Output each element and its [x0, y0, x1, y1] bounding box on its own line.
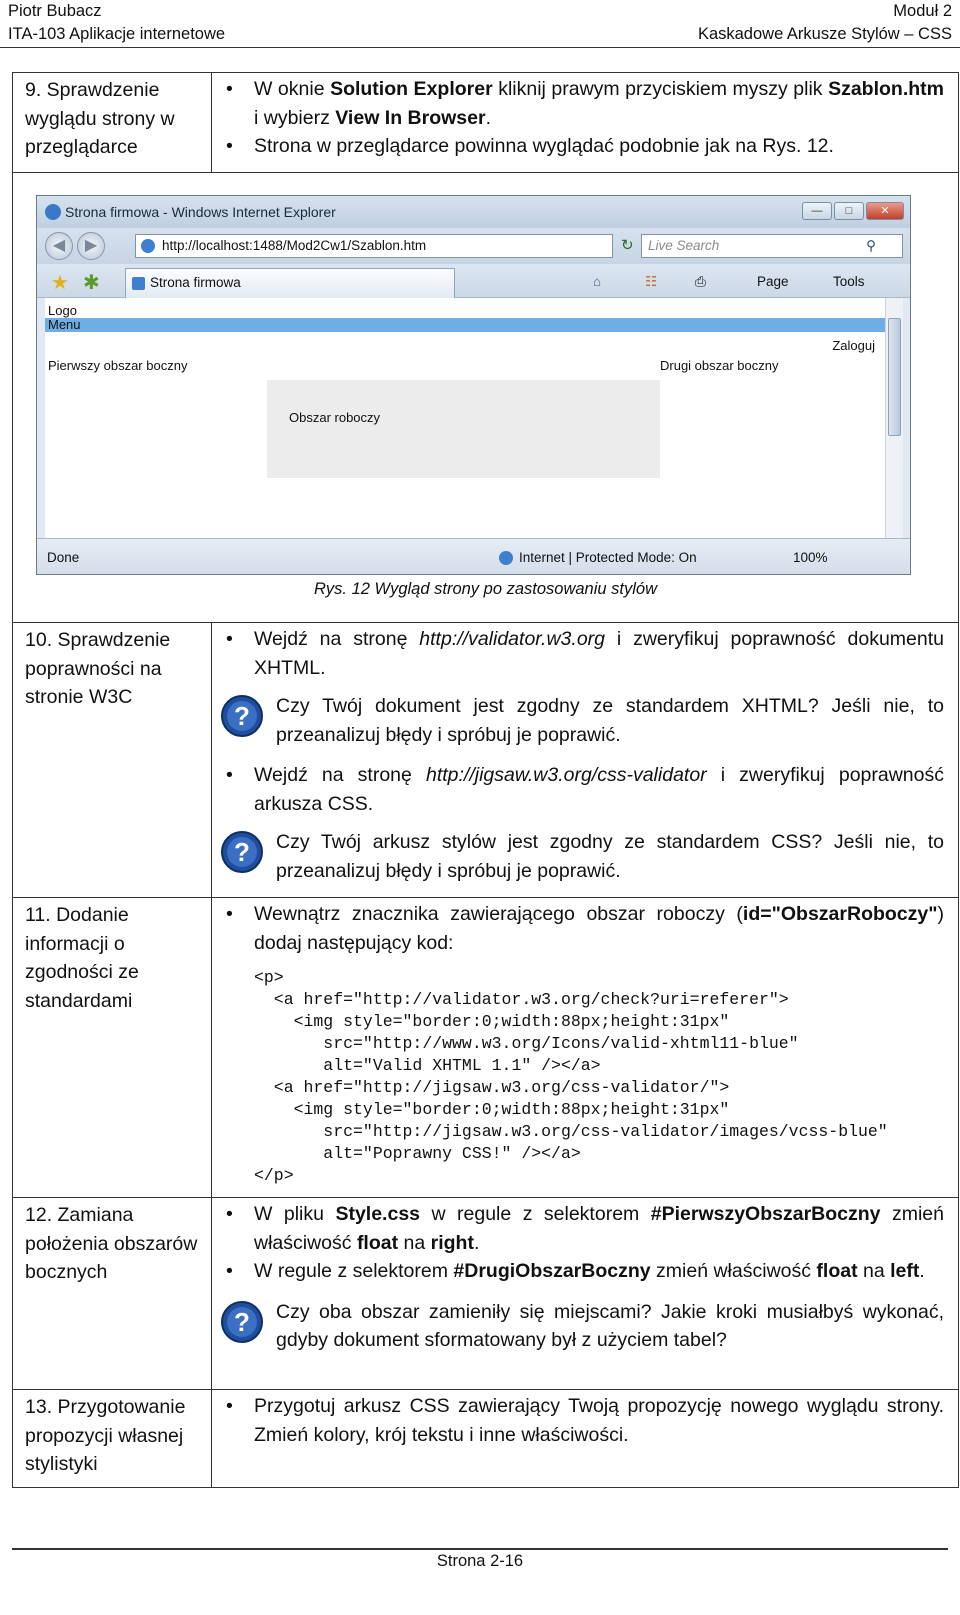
ie-logo-icon	[45, 204, 61, 220]
print-icon: ⎙	[695, 274, 706, 289]
bullet-item: • W pliku Style.css w regule z selektorem #PierwszyObszarBoczny zmień właściwość float na right.	[224, 1200, 944, 1257]
header-right	[698, 0, 952, 46]
bullet-item: • W regule z selektorem #DrugiObszarBoczny zmień właściwość float na left.	[224, 1257, 944, 1286]
page-right-sidebar: Drugi obszar boczny	[660, 358, 779, 373]
bullet-item: • Strona w przeglądarce powinna wyglądać podobnie jak na Rys. 12.	[224, 132, 944, 161]
page-login: Zaloguj	[832, 338, 875, 353]
step-body	[212, 73, 959, 173]
minimize-icon: —	[802, 202, 832, 220]
status-zone: Internet | Protected Mode: On	[497, 543, 697, 573]
step-label: 11. Dodanie informacji o zgodności ze standardami	[13, 898, 212, 1198]
bullet-item: • W oknie Solution Explorer kliknij prawym przyciskiem myszy plik Szablon.htm i wybierz View In Browser.	[224, 75, 944, 132]
bullet-item: • Wejdź na stronę http://jigsaw.w3.org/css-validator i zweryfikuj poprawność arkusza CSS.	[224, 761, 944, 818]
svg-text:?: ?	[234, 837, 250, 867]
course-name: ITA-103 Aplikacje internetowe	[8, 25, 226, 43]
question-block: ? Czy Twój dokument jest zgodny ze standardem XHTML? Jeśli nie, to przeanalizuj błędy i spróbuj je poprawić.	[224, 692, 944, 749]
step-label: 13. Przygotowanie propozycji własnej stylistyki	[13, 1390, 212, 1488]
search-box: Live Search ⚲	[641, 234, 903, 258]
browser-status-bar	[37, 538, 910, 575]
step-body	[212, 623, 959, 898]
page-menu: Page	[757, 274, 789, 289]
bullet-item: • Wewnątrz znacznika zawierającego obszar roboczy (id="ObszarRoboczy") dodaj następujący kod:	[224, 900, 944, 957]
question-mark-icon	[220, 830, 264, 874]
header-left	[8, 0, 225, 46]
browser-page-content	[45, 298, 885, 538]
figure-caption: Rys. 12 Wygląd strony po zastosowaniu stylów	[314, 580, 657, 598]
address-text: http://localhost:1488/Mod2Cw1/Szablon.htm	[162, 238, 427, 253]
page-logo: Logo	[48, 303, 77, 318]
step-label: 9. Sprawdzenie wyglądu strony w przeglądarce	[13, 73, 212, 173]
maximize-icon: □	[834, 202, 864, 220]
browser-screenshot	[36, 195, 911, 575]
page-main-area: Obszar roboczy	[267, 380, 660, 478]
home-icon: ⌂	[593, 274, 602, 289]
status-zoom: 100%	[793, 550, 828, 565]
step-row-13	[13, 1390, 959, 1488]
steps-table	[12, 72, 959, 1488]
browser-tab: Strona firmowa	[125, 268, 455, 298]
tools-menu: Tools	[833, 274, 865, 289]
css-validator-link: http://jigsaw.w3.org/css-validator	[425, 764, 707, 786]
question-mark-icon	[220, 694, 264, 738]
step-body	[212, 898, 959, 1198]
add-favorites-icon: ✱	[83, 272, 100, 294]
step-body	[212, 1390, 959, 1488]
validator-link: http://validator.w3.org	[419, 628, 606, 650]
bullet-item: • Przygotuj arkusz CSS zawierający Twoją propozycję nowego wyglądu strony. Zmień kolory, krój tekstu i inne właściwości.	[224, 1392, 944, 1449]
address-bar	[135, 234, 613, 258]
page-icon	[141, 239, 155, 253]
bullet-item: • Wejdź na stronę http://validator.w3.org i zweryfikuj poprawność dokumentu XHTML.	[224, 625, 944, 682]
step-row-11	[13, 898, 959, 1198]
feeds-icon: ☷	[645, 274, 658, 289]
author-name: Piotr Bubacz	[8, 2, 102, 20]
browser-title-bar	[37, 196, 910, 228]
page-menu-bar: Menu	[45, 318, 885, 332]
tab-page-icon	[132, 277, 145, 290]
favorites-icon: ★	[51, 272, 69, 294]
step-label: 12. Zamiana położenia obszarów bocznych	[13, 1198, 212, 1390]
window-title: Strona firmowa - Windows Internet Explorer	[65, 204, 336, 220]
step-row-10	[13, 623, 959, 898]
search-icon: ⚲	[866, 238, 876, 253]
forward-icon: ▶	[77, 232, 105, 260]
scroll-thumb	[888, 318, 901, 436]
question-block: ? Czy oba obszar zamieniły się miejscami? Jakie kroki musiałbyś wykonać, gdyby dokument sformatowany był z użyciem tabel?	[224, 1298, 944, 1355]
scrollbar	[885, 298, 903, 538]
step-body	[212, 1198, 959, 1390]
module-name: Moduł 2	[893, 2, 952, 20]
svg-text:?: ?	[234, 701, 250, 731]
topic-name: Kaskadowe Arkusze Stylów – CSS	[697, 25, 952, 43]
browser-tab-row	[37, 264, 910, 298]
figure-row	[13, 173, 959, 623]
browser-address-row	[37, 228, 910, 264]
question-mark-icon	[220, 1300, 264, 1344]
step-row-9	[13, 73, 959, 173]
svg-text:?: ?	[234, 1306, 250, 1337]
figure-cell	[13, 173, 959, 623]
page-header	[0, 0, 960, 48]
status-done: Done	[47, 550, 80, 565]
code-block: <p> <a href="http://validator.w3.org/check?uri=referer"> <img style="border:0;width:88px;height:31px" src="http://www.w3.org/Icons/valid-xhtml11-blue" alt="Valid XHTML 1.1" /></a> <a href="http://jigsaw.w3.org/css-validator/"> <img style="border:0;width:88px;height:31px" src="http://jigsaw.w3.org/css-validator/images/vcss-blue" alt="Poprawny CSS!" /></a> </p>	[254, 968, 888, 1185]
page-number: Strona 2-16	[436, 1552, 524, 1570]
step-label: 10. Sprawdzenie poprawności na stronie W3C	[13, 623, 212, 898]
refresh-icon: ↻	[621, 237, 634, 254]
close-icon: ✕	[866, 202, 904, 220]
step-row-12	[13, 1198, 959, 1390]
question-block: ? Czy Twój arkusz stylów jest zgodny ze standardem CSS? Jeśli nie, to przeanalizuj błędy i spróbuj je poprawić.	[224, 828, 944, 885]
page-left-sidebar: Pierwszy obszar boczny	[48, 358, 188, 373]
back-icon: ◀	[45, 232, 73, 260]
